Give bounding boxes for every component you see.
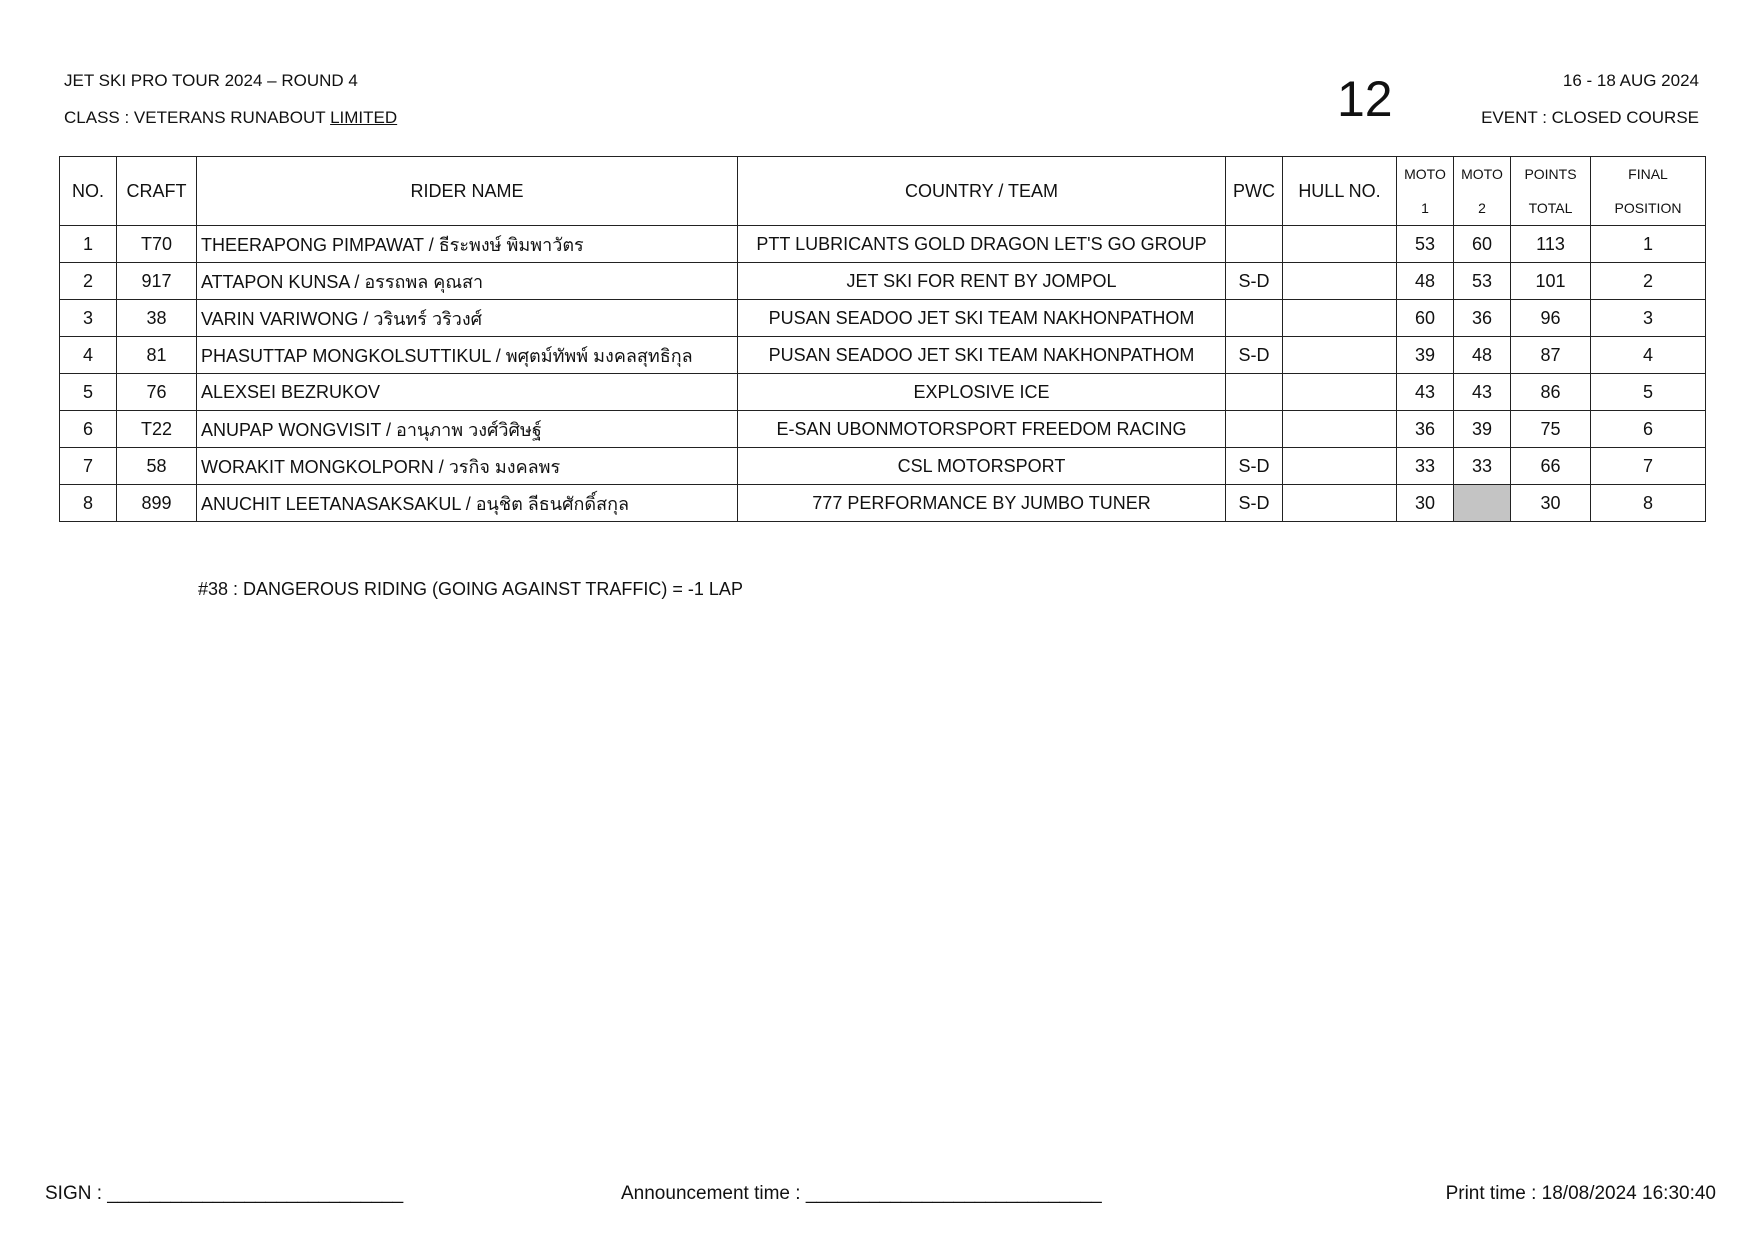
- cell-final: 4: [1591, 337, 1706, 374]
- col-moto2: [1454, 157, 1511, 226]
- col-rider: RIDER NAME: [197, 157, 738, 226]
- cell-moto2: 43: [1454, 374, 1511, 411]
- cell-craft: 58: [117, 448, 197, 485]
- results-table: [59, 156, 1706, 522]
- cell-no: 5: [60, 374, 117, 411]
- col-points-bottom: TOTAL: [1528, 200, 1573, 216]
- cell-moto1: 43: [1397, 374, 1454, 411]
- cell-rider: PHASUTTAP MONGKOLSUTTIKUL / พศุตม์ทัพพ์ มงคลสุทธิกุล: [197, 337, 738, 374]
- cell-no: 1: [60, 226, 117, 263]
- penalty-remark: #38 : DANGEROUS RIDING (GOING AGAINST TRAFFIC) = -1 LAP: [198, 579, 743, 599]
- table-row: [60, 485, 1706, 522]
- col-moto1-top: MOTO: [1404, 166, 1446, 182]
- cell-points: 101: [1511, 263, 1591, 300]
- cell-pwc: S-D: [1226, 448, 1283, 485]
- col-points: [1511, 157, 1591, 226]
- col-final-top: FINAL: [1628, 166, 1668, 182]
- cell-final: 1: [1591, 226, 1706, 263]
- cell-final: 5: [1591, 374, 1706, 411]
- cell-hull: [1283, 337, 1397, 374]
- cell-rider: VARIN VARIWONG / วรินทร์ วริวงศ์: [197, 300, 738, 337]
- col-points-top: POINTS: [1524, 166, 1577, 182]
- cell-team: E-SAN UBONMOTORSPORT FREEDOM RACING: [738, 411, 1226, 448]
- cell-points: 75: [1511, 411, 1591, 448]
- sign-line: SIGN : ____________________________: [45, 1183, 404, 1204]
- heat-number: 12: [1337, 71, 1393, 127]
- col-moto2-bottom: 2: [1478, 200, 1486, 216]
- cell-no: 8: [60, 485, 117, 522]
- header-row: [60, 157, 1706, 226]
- cell-craft: 917: [117, 263, 197, 300]
- col-moto1: [1397, 157, 1454, 226]
- cell-moto2: 60: [1454, 226, 1511, 263]
- cell-craft: 76: [117, 374, 197, 411]
- col-moto1-bottom: 1: [1421, 200, 1429, 216]
- cell-moto1: 39: [1397, 337, 1454, 374]
- col-final: [1591, 157, 1706, 226]
- cell-rider: ANUPAP WONGVISIT / อานุภาพ วงศ์วิศิษฐ์: [197, 411, 738, 448]
- cell-hull: [1283, 411, 1397, 448]
- table-row: [60, 226, 1706, 263]
- cell-moto1: 60: [1397, 300, 1454, 337]
- cell-moto1: 30: [1397, 485, 1454, 522]
- announcement-time-line: Announcement time : ____________________________: [621, 1183, 1102, 1204]
- cell-moto2: [1454, 485, 1511, 522]
- cell-rider: ALEXSEI BEZRUKOV: [197, 374, 738, 411]
- col-pwc: PWC: [1226, 157, 1283, 226]
- cell-no: 3: [60, 300, 117, 337]
- table-row: [60, 300, 1706, 337]
- cell-hull: [1283, 374, 1397, 411]
- cell-moto2: 48: [1454, 337, 1511, 374]
- cell-craft: T22: [117, 411, 197, 448]
- cell-hull: [1283, 226, 1397, 263]
- col-no: NO.: [60, 157, 117, 226]
- event-title: JET SKI PRO TOUR 2024 – ROUND 4: [64, 71, 358, 90]
- class-emphasis: LIMITED: [330, 108, 398, 127]
- cell-points: 66: [1511, 448, 1591, 485]
- cell-hull: [1283, 448, 1397, 485]
- cell-no: 7: [60, 448, 117, 485]
- event-date: 16 - 18 AUG 2024: [1562, 71, 1699, 90]
- cell-moto2: 39: [1454, 411, 1511, 448]
- cell-final: 8: [1591, 485, 1706, 522]
- col-hull: HULL NO.: [1283, 157, 1397, 226]
- cell-craft: 81: [117, 337, 197, 374]
- class-label: CLASS : VETERANS RUNABOUT: [64, 108, 326, 127]
- cell-team: JET SKI FOR RENT BY JOMPOL: [738, 263, 1226, 300]
- cell-points: 30: [1511, 485, 1591, 522]
- cell-points: 96: [1511, 300, 1591, 337]
- cell-moto1: 48: [1397, 263, 1454, 300]
- cell-pwc: S-D: [1226, 263, 1283, 300]
- col-moto2-top: MOTO: [1461, 166, 1503, 182]
- col-craft: CRAFT: [117, 157, 197, 226]
- col-team: COUNTRY / TEAM: [738, 157, 1226, 226]
- cell-rider: ANUCHIT LEETANASAKSAKUL / อนุชิต ลีธนศักดิ์สกุล: [197, 485, 738, 522]
- cell-pwc: [1226, 300, 1283, 337]
- cell-moto2: 33: [1454, 448, 1511, 485]
- table-row: [60, 263, 1706, 300]
- cell-hull: [1283, 263, 1397, 300]
- cell-pwc: S-D: [1226, 485, 1283, 522]
- table-row: [60, 374, 1706, 411]
- cell-no: 2: [60, 263, 117, 300]
- cell-no: 4: [60, 337, 117, 374]
- cell-moto1: 33: [1397, 448, 1454, 485]
- print-time: Print time : 18/08/2024 16:30:40: [1445, 1183, 1716, 1204]
- cell-pwc: [1226, 374, 1283, 411]
- cell-team: PUSAN SEADOO JET SKI TEAM NAKHONPATHOM: [738, 337, 1226, 374]
- cell-points: 87: [1511, 337, 1591, 374]
- cell-final: 6: [1591, 411, 1706, 448]
- cell-rider: THEERAPONG PIMPAWAT / ธีระพงษ์ พิมพาวัตร: [197, 226, 738, 263]
- cell-final: 7: [1591, 448, 1706, 485]
- cell-craft: 899: [117, 485, 197, 522]
- cell-moto1: 36: [1397, 411, 1454, 448]
- cell-points: 113: [1511, 226, 1591, 263]
- cell-hull: [1283, 485, 1397, 522]
- event-type: EVENT : CLOSED COURSE: [1481, 108, 1699, 127]
- cell-no: 6: [60, 411, 117, 448]
- cell-moto2: 53: [1454, 263, 1511, 300]
- cell-hull: [1283, 300, 1397, 337]
- cell-team: PTT LUBRICANTS GOLD DRAGON LET'S GO GROUP: [738, 226, 1226, 263]
- table-row: [60, 337, 1706, 374]
- class-line: [64, 108, 397, 128]
- cell-pwc: [1226, 226, 1283, 263]
- cell-final: 3: [1591, 300, 1706, 337]
- cell-rider: WORAKIT MONGKOLPORN / วรกิจ มงคลพร: [197, 448, 738, 485]
- cell-team: 777 PERFORMANCE BY JUMBO TUNER: [738, 485, 1226, 522]
- cell-team: PUSAN SEADOO JET SKI TEAM NAKHONPATHOM: [738, 300, 1226, 337]
- cell-moto2: 36: [1454, 300, 1511, 337]
- cell-team: EXPLOSIVE ICE: [738, 374, 1226, 411]
- table-row: [60, 448, 1706, 485]
- col-final-bottom: POSITION: [1614, 200, 1682, 216]
- table-row: [60, 411, 1706, 448]
- cell-rider: ATTAPON KUNSA / อรรถพล คุณสา: [197, 263, 738, 300]
- cell-points: 86: [1511, 374, 1591, 411]
- cell-final: 2: [1591, 263, 1706, 300]
- cell-craft: T70: [117, 226, 197, 263]
- cell-moto1: 53: [1397, 226, 1454, 263]
- cell-pwc: S-D: [1226, 337, 1283, 374]
- cell-pwc: [1226, 411, 1283, 448]
- cell-craft: 38: [117, 300, 197, 337]
- results-body: [60, 226, 1706, 522]
- cell-team: CSL MOTORSPORT: [738, 448, 1226, 485]
